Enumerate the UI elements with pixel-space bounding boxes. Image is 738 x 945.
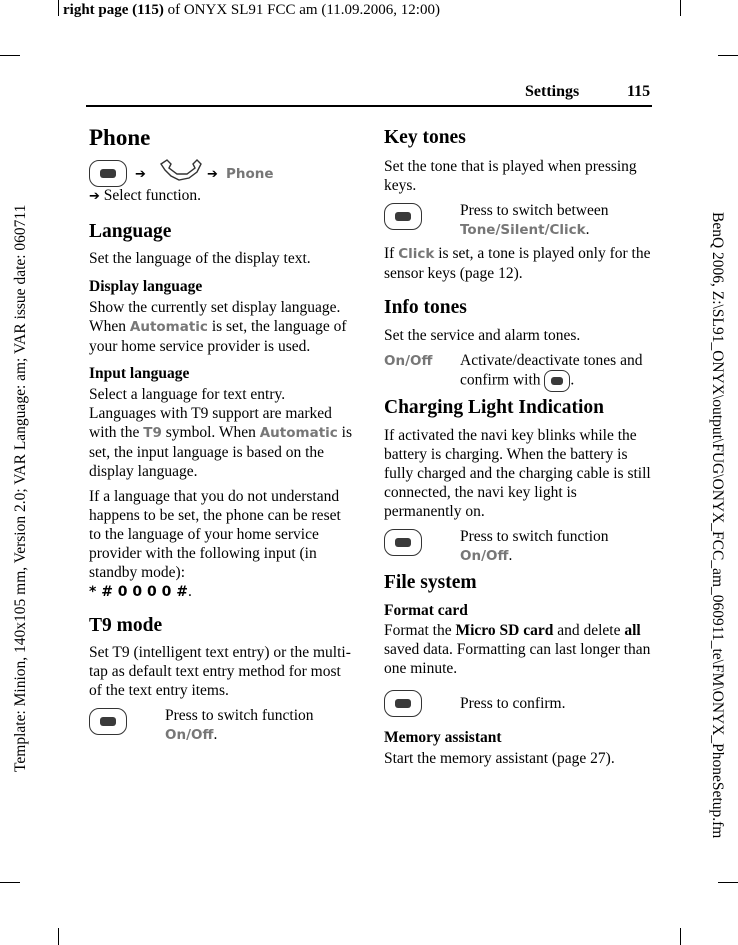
- display-language-heading: Display language: [89, 278, 203, 295]
- file-system-heading: File system: [384, 572, 477, 593]
- file-path-text: BenQ 2006, Z:\SL91_ONYX\output\FUG\ONYX_FCC_am_060911_te\FM\ONYX_PhoneSetup.fm: [709, 212, 726, 839]
- info-tones-option-row: [384, 351, 652, 393]
- crop-mark: [58, 0, 59, 16]
- crop-mark: [680, 928, 681, 945]
- ui-term: T9: [143, 425, 162, 441]
- text-span: and delete: [553, 622, 625, 639]
- navi-key-icon: [89, 708, 127, 735]
- text-span: is set, the language of your home service provider is used.: [89, 318, 347, 355]
- text-span: is set, a tone is played only for the sensor keys (page 12).: [384, 245, 651, 282]
- reset-code: * # 0 0 0 0 #: [89, 584, 188, 600]
- t9-heading: T9 mode: [89, 615, 163, 636]
- reset-language-text: [89, 487, 354, 602]
- text-span: is set, the input language is based on the display language.: [89, 424, 352, 480]
- info-tones-option-text: [460, 351, 652, 392]
- text-span: .: [188, 583, 192, 600]
- format-confirm-row: [384, 690, 652, 722]
- ui-term: Click: [398, 246, 435, 262]
- left-column: [89, 124, 354, 748]
- text-span: .: [570, 371, 575, 389]
- language-heading: Language: [89, 221, 172, 242]
- menu-path: [89, 160, 354, 188]
- crop-mark: [718, 55, 738, 56]
- text-span: If: [384, 245, 399, 262]
- text-span: Show the currently set display language. When: [89, 299, 341, 335]
- text-span: Activate/deactivate tones and confirm with: [460, 352, 643, 389]
- t9-action-text: [165, 706, 355, 745]
- info-tones-heading: Info tones: [384, 297, 467, 318]
- charging-heading: Charging Light Indication: [384, 397, 604, 418]
- arrow-icon: ➔: [89, 189, 100, 204]
- text-span: .: [508, 547, 513, 564]
- wrench-icon: [157, 158, 203, 186]
- file-path-info: [706, 212, 726, 857]
- charging-action-row: [384, 527, 652, 569]
- header-rule: [86, 105, 652, 107]
- ui-term: Automatic: [259, 425, 338, 441]
- template-info: [12, 72, 32, 772]
- crop-mark: [58, 928, 59, 945]
- arrow-icon: ➔: [135, 167, 146, 182]
- ui-term: Tone/Silent/Click: [460, 222, 586, 238]
- bold-term: Micro SD card: [455, 622, 554, 639]
- navi-key-icon: [544, 370, 570, 392]
- text-span: Format the: [384, 622, 456, 639]
- key-tones-action-text: [460, 201, 652, 240]
- page-number: 115: [627, 83, 651, 100]
- format-confirm-text: Press to confirm.: [460, 695, 566, 712]
- select-instruction: [89, 186, 354, 206]
- print-header: [63, 2, 440, 19]
- crop-mark: [680, 0, 681, 16]
- crop-mark: [0, 55, 20, 56]
- on-off-label: On/Off: [384, 353, 433, 369]
- info-tones-text: Set the service and alarm tones.: [384, 327, 581, 344]
- text-span: Press to switch function: [165, 707, 314, 724]
- crop-mark: [718, 882, 738, 883]
- right-column: [384, 126, 652, 768]
- memory-assistant-text: Start the memory assistant (page 27).: [384, 750, 615, 767]
- text-span: Press to switch between: [460, 202, 609, 219]
- navi-key-icon: [384, 529, 422, 556]
- memory-assistant-heading: Memory assistant: [384, 729, 502, 746]
- text-span: Press to switch function: [460, 528, 609, 545]
- text-span: symbol. When: [161, 424, 260, 441]
- key-tones-note: [384, 244, 652, 283]
- text-span: saved data. Formatting can last longer than one minute.: [384, 641, 651, 677]
- input-language-text: [89, 385, 354, 481]
- charging-text: If activated the navi key blinks while the battery is charging. When the battery is fully charged and the charging cable is still connected, the navi key light is permanently on.: [384, 427, 651, 520]
- display-language-text: [89, 298, 354, 356]
- section-title: Settings: [525, 83, 580, 100]
- text-span: .: [585, 221, 590, 238]
- select-text: Select function.: [103, 187, 202, 204]
- key-tones-text: Set the tone that is played when pressing keys.: [384, 158, 637, 194]
- navi-key-icon: [384, 690, 422, 717]
- text-span: .: [213, 726, 218, 743]
- charging-action-text: [460, 527, 652, 566]
- crop-mark: [0, 882, 20, 883]
- text-span: Select a language for text entry. Languages with T9 support are marked with the: [89, 386, 332, 441]
- bold-term: all: [624, 622, 641, 639]
- ui-term: Automatic: [129, 319, 208, 335]
- navi-key-icon: [384, 203, 422, 230]
- key-tones-heading: Key tones: [384, 127, 466, 148]
- menu-item-phone: Phone: [226, 166, 274, 182]
- template-info-text: Template: Minion, 140x105 mm, Version 2.0; VAR Language: am; VAR issue date: 060711: [12, 204, 29, 772]
- navi-key-icon: [89, 160, 127, 187]
- text-span: If a language that you do not understand happens to be set, the phone can be reset to the language of your home service provider with the following input (in standby mode):: [89, 488, 341, 581]
- key-tones-action-row: [384, 201, 652, 241]
- ui-term: On/Off: [460, 548, 509, 564]
- print-header-label: right page (115): [63, 2, 164, 18]
- t9-text: Set T9 (intelligent text entry) or the multi-tap as default text entry method for most of the text entry items.: [89, 644, 351, 699]
- format-card-heading: Format card: [384, 602, 468, 619]
- print-header-rest: of ONYX SL91 FCC am (11.09.2006, 12:00): [163, 2, 440, 18]
- arrow-icon: ➔: [207, 167, 218, 182]
- t9-action-row: [89, 706, 354, 748]
- format-card-text: [384, 621, 652, 678]
- input-language-heading: Input language: [89, 365, 190, 382]
- ui-term: On/Off: [165, 727, 214, 743]
- page-title: Phone: [89, 125, 151, 150]
- language-intro: Set the language of the display text.: [89, 250, 311, 267]
